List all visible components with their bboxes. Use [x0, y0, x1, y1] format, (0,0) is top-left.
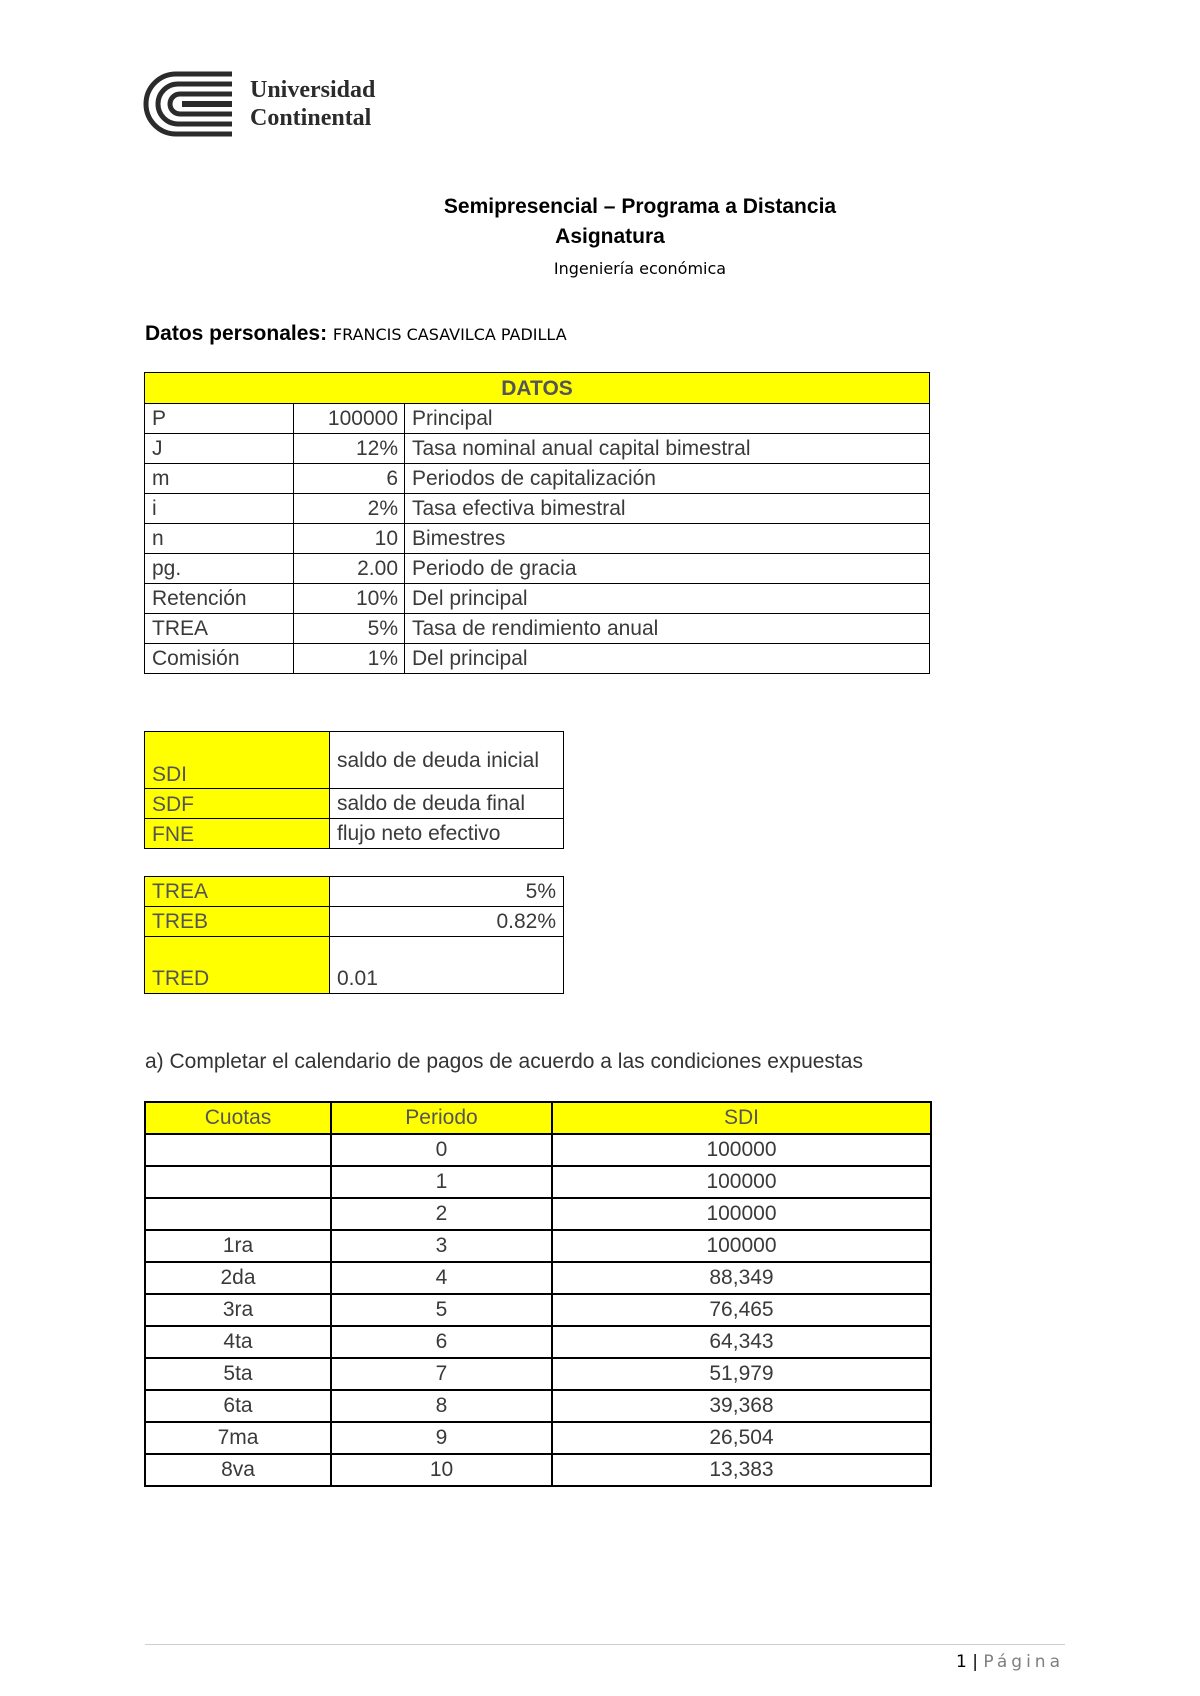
abbr-key: SDI: [145, 732, 330, 789]
cuota-cell: [145, 1198, 331, 1230]
student-name: FRANCIS CASAVILCA PADILLA: [332, 325, 567, 344]
table-row: [145, 1326, 931, 1358]
param-desc: Bimestres: [405, 524, 930, 554]
param-value: 2%: [294, 494, 405, 524]
cuota-cell: 3ra: [145, 1294, 331, 1326]
cuota-cell: [145, 1134, 331, 1166]
footer-separator: |: [972, 1652, 978, 1672]
question-text: a) Completar el calendario de pagos de acuerdo a las condiciones expuestas: [145, 1050, 863, 1073]
table-row: [145, 1134, 931, 1166]
table-row: [145, 1166, 931, 1198]
table-row: [145, 404, 930, 434]
table-row: [145, 554, 930, 584]
table-row: [145, 1422, 931, 1454]
cuota-cell: 5ta: [145, 1358, 331, 1390]
logo-line-2: Continental: [250, 105, 372, 131]
cuota-cell: [145, 1166, 331, 1198]
course-label: Asignatura: [555, 225, 665, 248]
personal-data-label: Datos personales:: [145, 322, 328, 345]
table-row: [145, 434, 930, 464]
param-key: Comisión: [145, 644, 294, 674]
title-block: [0, 192, 1200, 284]
param-key: pg.: [145, 554, 294, 584]
table-row: [145, 1230, 931, 1262]
sdi-cell: 76,465: [552, 1294, 931, 1326]
param-key: n: [145, 524, 294, 554]
periodo-cell: 9: [331, 1422, 552, 1454]
column-header: SDI: [552, 1102, 931, 1134]
logo-text: [250, 76, 375, 132]
rate-value: 5%: [330, 877, 564, 907]
table-row: [145, 464, 930, 494]
periodo-cell: 4: [331, 1262, 552, 1294]
param-value: 10: [294, 524, 405, 554]
abbr-value: saldo de deuda inicial: [330, 732, 564, 789]
periodo-cell: 0: [331, 1134, 552, 1166]
logo-mark-icon: [142, 70, 234, 138]
column-header: Periodo: [331, 1102, 552, 1134]
periodo-cell: 1: [331, 1166, 552, 1198]
table-row: [145, 1390, 931, 1422]
sdi-cell: 100000: [552, 1198, 931, 1230]
datos-header: DATOS: [145, 373, 930, 404]
param-value: 10%: [294, 584, 405, 614]
sdi-cell: 13,383: [552, 1454, 931, 1486]
datos-table: [144, 372, 930, 674]
payment-schedule-table: [144, 1101, 932, 1487]
param-value: 2.00: [294, 554, 405, 584]
param-desc: Tasa efectiva bimestral: [405, 494, 930, 524]
sdi-cell: 88,349: [552, 1262, 931, 1294]
sdi-cell: 51,979: [552, 1358, 931, 1390]
rate-key: TRED: [145, 937, 330, 994]
param-value: 100000: [294, 404, 405, 434]
periodo-cell: 7: [331, 1358, 552, 1390]
page-word: Página: [983, 1652, 1064, 1672]
logo-line-1: Universidad: [250, 77, 376, 103]
sdi-cell: 100000: [552, 1166, 931, 1198]
rate-value: 0.82%: [330, 907, 564, 937]
param-key: J: [145, 434, 294, 464]
param-desc: Periodos de capitalización: [405, 464, 930, 494]
abbr-value: saldo de deuda final: [330, 789, 564, 819]
sdi-cell: 100000: [552, 1230, 931, 1262]
param-key: TREA: [145, 614, 294, 644]
param-value: 12%: [294, 434, 405, 464]
table-row: [145, 644, 930, 674]
param-value: 1%: [294, 644, 405, 674]
param-key: i: [145, 494, 294, 524]
sdi-cell: 64,343: [552, 1326, 931, 1358]
personal-data: [145, 322, 567, 346]
cuota-cell: 7ma: [145, 1422, 331, 1454]
sdi-cell: 26,504: [552, 1422, 931, 1454]
table-row: [145, 789, 564, 819]
periodo-cell: 8: [331, 1390, 552, 1422]
table-row: [145, 907, 564, 937]
table-row: [145, 819, 564, 849]
university-logo: [142, 70, 402, 140]
cuota-cell: 2da: [145, 1262, 331, 1294]
param-desc: Principal: [405, 404, 930, 434]
table-row: [145, 524, 930, 554]
program-title: Semipresencial – Programa a Distancia: [443, 195, 837, 218]
table-row: [145, 877, 564, 907]
param-desc: Tasa nominal anual capital bimestral: [405, 434, 930, 464]
param-desc: Periodo de gracia: [405, 554, 930, 584]
column-header: Cuotas: [145, 1102, 331, 1134]
param-key: m: [145, 464, 294, 494]
param-value: 5%: [294, 614, 405, 644]
cuota-cell: 6ta: [145, 1390, 331, 1422]
table-row: [145, 732, 564, 789]
param-key: Retención: [145, 584, 294, 614]
table-row: [145, 1454, 931, 1486]
table-row: [145, 937, 564, 994]
table-row: [145, 1294, 931, 1326]
table-header-row: [145, 1102, 931, 1134]
course-name: Ingeniería económica: [553, 259, 727, 278]
param-desc: Del principal: [405, 644, 930, 674]
cuota-cell: 8va: [145, 1454, 331, 1486]
periodo-cell: 3: [331, 1230, 552, 1262]
sdi-cell: 100000: [552, 1134, 931, 1166]
param-desc: Del principal: [405, 584, 930, 614]
sdi-cell: 39,368: [552, 1390, 931, 1422]
footer-divider: [145, 1644, 1065, 1645]
page-number: 1: [956, 1652, 967, 1672]
table-row: [145, 614, 930, 644]
cuota-cell: 4ta: [145, 1326, 331, 1358]
table-row: [145, 584, 930, 614]
abbr-key: SDF: [145, 789, 330, 819]
rate-key: TREA: [145, 877, 330, 907]
abbreviations-table: [144, 731, 564, 849]
rate-value: 0.01: [330, 937, 564, 994]
param-key: P: [145, 404, 294, 434]
table-row: [145, 1262, 931, 1294]
page-footer: [956, 1652, 1064, 1672]
table-row: [145, 494, 930, 524]
rates-table: [144, 876, 564, 994]
periodo-cell: 10: [331, 1454, 552, 1486]
abbr-value: flujo neto efectivo: [330, 819, 564, 849]
param-value: 6: [294, 464, 405, 494]
periodo-cell: 5: [331, 1294, 552, 1326]
table-row: [145, 1358, 931, 1390]
cuota-cell: 1ra: [145, 1230, 331, 1262]
table-row: [145, 1198, 931, 1230]
periodo-cell: 6: [331, 1326, 552, 1358]
param-desc: Tasa de rendimiento anual: [405, 614, 930, 644]
periodo-cell: 2: [331, 1198, 552, 1230]
rate-key: TREB: [145, 907, 330, 937]
abbr-key: FNE: [145, 819, 330, 849]
